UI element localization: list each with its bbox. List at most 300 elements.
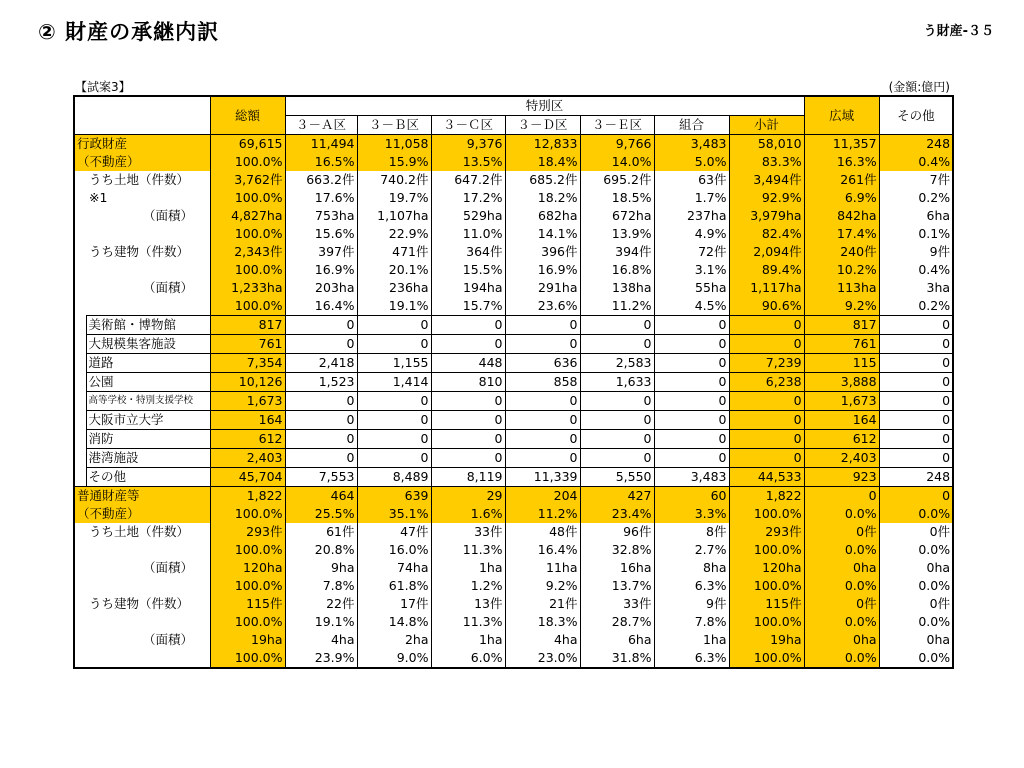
row-label: 港湾施設: [86, 449, 210, 468]
table-cell: 100.0%: [210, 613, 285, 631]
table-cell: 0.0%: [879, 505, 953, 523]
table-cell: 16.4%: [505, 541, 580, 559]
table-cell: 0: [505, 449, 580, 468]
table-cell: 19ha: [210, 631, 285, 649]
table-cell: 0: [357, 411, 431, 430]
table-cell: 0: [654, 430, 729, 449]
table-cell: 55ha: [654, 279, 729, 297]
table-cell: 685.2件: [505, 171, 580, 189]
row-label: うち建物（件数）: [74, 243, 210, 261]
table-cell: 9件: [654, 595, 729, 613]
table-cell: 12,833: [505, 135, 580, 154]
table-cell: 4.9%: [654, 225, 729, 243]
table-row: [74, 541, 953, 559]
table-cell: 100.0%: [729, 649, 804, 668]
table-row: [74, 449, 953, 468]
table-cell: 0: [285, 411, 357, 430]
table-cell: 0.1%: [879, 225, 953, 243]
table-cell: 0: [729, 335, 804, 354]
header-blank: [74, 96, 210, 135]
table-row: [74, 577, 953, 595]
row-label: 行政財産: [74, 135, 210, 154]
table-cell: 0: [431, 335, 505, 354]
table-cell: 9件: [879, 243, 953, 261]
header-row-1: [74, 96, 953, 116]
table-cell: 0: [729, 316, 804, 335]
table-cell: 23.9%: [285, 649, 357, 668]
table-cell: 14.0%: [580, 153, 654, 171]
table-cell: 194ha: [431, 279, 505, 297]
table-cell: 464: [285, 487, 357, 506]
table-cell: 0: [729, 392, 804, 411]
table-cell: 0.0%: [879, 541, 953, 559]
table-cell: 293件: [210, 523, 285, 541]
table-cell: 13件: [431, 595, 505, 613]
table-cell: 923: [804, 468, 879, 487]
table-cell: 8,119: [431, 468, 505, 487]
table-cell: 13.9%: [580, 225, 654, 243]
table-cell: 0: [431, 449, 505, 468]
table-cell: 10.2%: [804, 261, 879, 279]
table-cell: 639: [357, 487, 431, 506]
table-cell: 20.8%: [285, 541, 357, 559]
table-cell: 0: [654, 411, 729, 430]
table-cell: 0: [505, 392, 580, 411]
table-cell: 21件: [505, 595, 580, 613]
table-row: [74, 316, 953, 335]
table-cell: 612: [210, 430, 285, 449]
table-cell: 0件: [804, 523, 879, 541]
table-cell: 0.0%: [804, 613, 879, 631]
row-label: [74, 541, 210, 559]
table-cell: 0: [580, 392, 654, 411]
table-cell: 0: [580, 449, 654, 468]
table-cell: 817: [804, 316, 879, 335]
table-cell: 1,822: [729, 487, 804, 506]
table-cell: 9,766: [580, 135, 654, 154]
table-cell: 8,489: [357, 468, 431, 487]
table-row: [74, 631, 953, 649]
row-label: 道路: [86, 354, 210, 373]
table-cell: 113ha: [804, 279, 879, 297]
table-cell: 0: [654, 335, 729, 354]
table-cell: 0: [285, 430, 357, 449]
table-cell: 0: [654, 316, 729, 335]
table-cell: 1ha: [431, 631, 505, 649]
table-cell: 0.0%: [879, 577, 953, 595]
table-cell: 1,673: [804, 392, 879, 411]
table-cell: 16.9%: [285, 261, 357, 279]
table-cell: 100.0%: [210, 505, 285, 523]
table-cell: 6ha: [580, 631, 654, 649]
table-cell: 682ha: [505, 207, 580, 225]
table-cell: 0件: [879, 523, 953, 541]
table-cell: 1,822: [210, 487, 285, 506]
table-cell: 3,979ha: [729, 207, 804, 225]
table-cell: 7件: [879, 171, 953, 189]
table-cell: 6ha: [879, 207, 953, 225]
table-cell: 2,343件: [210, 243, 285, 261]
row-label: [74, 225, 210, 243]
table-cell: 100.0%: [210, 541, 285, 559]
table-cell: 11.0%: [431, 225, 505, 243]
table-cell: 0.2%: [879, 189, 953, 207]
row-label: （不動産）: [74, 153, 210, 171]
header-region: 広域: [804, 96, 879, 135]
table-cell: 6.9%: [804, 189, 879, 207]
table-cell: 842ha: [804, 207, 879, 225]
table-row: [74, 354, 953, 373]
table-cell: 100.0%: [210, 297, 285, 316]
table-cell: 33件: [580, 595, 654, 613]
table-cell: 92.9%: [729, 189, 804, 207]
table-cell: 13.7%: [580, 577, 654, 595]
table-cell: 0: [431, 392, 505, 411]
table-cell: 427: [580, 487, 654, 506]
table-row: [74, 595, 953, 613]
table-cell: 31.8%: [580, 649, 654, 668]
table-cell: 69,615: [210, 135, 285, 154]
header-ward-b: ３－Ｂ区: [357, 116, 431, 135]
table-cell: 18.2%: [505, 189, 580, 207]
table-cell: 23.6%: [505, 297, 580, 316]
table-cell: 25.5%: [285, 505, 357, 523]
table-cell: 0: [729, 449, 804, 468]
table-row: [74, 171, 953, 189]
table-cell: 0: [357, 430, 431, 449]
table-cell: 11,494: [285, 135, 357, 154]
header-ward-c: ３－Ｃ区: [431, 116, 505, 135]
header-ward-d: ３－Ｄ区: [505, 116, 580, 135]
table-cell: 0: [654, 449, 729, 468]
indent-cell: [74, 430, 86, 449]
table-cell: 11.3%: [431, 541, 505, 559]
table-cell: 11.2%: [580, 297, 654, 316]
table-cell: 32.8%: [580, 541, 654, 559]
table-cell: 1,107ha: [357, 207, 431, 225]
case-label: 【試案3】: [75, 80, 131, 94]
table-cell: 0: [804, 487, 879, 506]
table-cell: 0: [505, 411, 580, 430]
table-cell: 9.2%: [804, 297, 879, 316]
table-cell: 0件: [879, 595, 953, 613]
table-cell: 0: [879, 430, 953, 449]
table-cell: 29: [431, 487, 505, 506]
table-cell: 0: [431, 316, 505, 335]
table-cell: 63件: [654, 171, 729, 189]
table-cell: 22.9%: [357, 225, 431, 243]
table-row: [74, 505, 953, 523]
table-row: [74, 411, 953, 430]
table-cell: 1ha: [431, 559, 505, 577]
table-cell: 0.0%: [804, 577, 879, 595]
table-cell: 3,483: [654, 135, 729, 154]
page-id: う財産-３５: [923, 24, 994, 39]
table-cell: 0: [879, 335, 953, 354]
table-row: [74, 523, 953, 541]
row-label: 普通財産等: [74, 487, 210, 506]
table-cell: 636: [505, 354, 580, 373]
table-cell: 293件: [729, 523, 804, 541]
table-cell: 3ha: [879, 279, 953, 297]
table-cell: 138ha: [580, 279, 654, 297]
table-cell: 237ha: [654, 207, 729, 225]
row-label: うち建物（件数）: [74, 595, 210, 613]
table-cell: 19.1%: [285, 613, 357, 631]
table-cell: 74ha: [357, 559, 431, 577]
table-row: [74, 468, 953, 487]
table-cell: 740.2件: [357, 171, 431, 189]
table-row: [74, 613, 953, 631]
table-row: [74, 153, 953, 171]
table-cell: 448: [431, 354, 505, 373]
indent-cell: [74, 373, 86, 392]
table-cell: 7,239: [729, 354, 804, 373]
table-cell: 0: [285, 335, 357, 354]
row-label: [74, 649, 210, 668]
table-cell: 1,673: [210, 392, 285, 411]
table-cell: 647.2件: [431, 171, 505, 189]
page-title: ② 財産の承継内訳: [38, 20, 220, 44]
table-cell: 23.4%: [580, 505, 654, 523]
row-label: うち土地（件数）: [74, 171, 210, 189]
row-label: 公園: [86, 373, 210, 392]
table-cell: 0: [879, 316, 953, 335]
table-cell: 396件: [505, 243, 580, 261]
header-ward-a: ３－Ａ区: [285, 116, 357, 135]
table-cell: 1,117ha: [729, 279, 804, 297]
table-cell: 164: [210, 411, 285, 430]
table-cell: 4,827ha: [210, 207, 285, 225]
table-cell: 3,494件: [729, 171, 804, 189]
table-cell: 0: [431, 411, 505, 430]
table-cell: 15.5%: [431, 261, 505, 279]
header-ward-e: ３－Ｅ区: [580, 116, 654, 135]
table-cell: 11ha: [505, 559, 580, 577]
table-cell: 11.3%: [431, 613, 505, 631]
table-cell: 28.7%: [580, 613, 654, 631]
table-cell: 15.6%: [285, 225, 357, 243]
table-cell: 115件: [210, 595, 285, 613]
table-cell: 18.5%: [580, 189, 654, 207]
table-cell: 11.2%: [505, 505, 580, 523]
table-cell: 82.4%: [729, 225, 804, 243]
table-cell: 60: [654, 487, 729, 506]
table-cell: 9.0%: [357, 649, 431, 668]
table-row: [74, 392, 953, 411]
row-label: 大阪市立大学: [86, 411, 210, 430]
table-cell: 61件: [285, 523, 357, 541]
table-cell: 45,704: [210, 468, 285, 487]
indent-cell: [74, 354, 86, 373]
table-row: [74, 335, 953, 354]
table-cell: 0: [654, 392, 729, 411]
table-cell: 100.0%: [729, 505, 804, 523]
row-label: （面積）: [74, 207, 210, 225]
table-cell: 529ha: [431, 207, 505, 225]
table-cell: 16.3%: [804, 153, 879, 171]
table-cell: 0: [505, 335, 580, 354]
table-cell: 100.0%: [210, 577, 285, 595]
table-cell: 19.7%: [357, 189, 431, 207]
table-cell: 7.8%: [654, 613, 729, 631]
table-cell: 16.5%: [285, 153, 357, 171]
table-cell: 0ha: [879, 559, 953, 577]
table-cell: 0.0%: [879, 649, 953, 668]
row-label: （不動産）: [74, 505, 210, 523]
header-total: 総額: [210, 96, 285, 135]
table-cell: 1.6%: [431, 505, 505, 523]
table-cell: 364件: [431, 243, 505, 261]
row-label: [74, 613, 210, 631]
table-cell: 0: [580, 411, 654, 430]
table-cell: 0: [580, 335, 654, 354]
table-cell: 0: [879, 373, 953, 392]
table-cell: 0: [879, 411, 953, 430]
table-cell: 6,238: [729, 373, 804, 392]
row-label: （面積）: [74, 631, 210, 649]
table-cell: 58,010: [729, 135, 804, 154]
table-cell: 13.5%: [431, 153, 505, 171]
table-cell: 0件: [804, 595, 879, 613]
indent-cell: [74, 335, 86, 354]
table-cell: 9ha: [285, 559, 357, 577]
table-cell: 19.1%: [357, 297, 431, 316]
table-cell: 100.0%: [729, 613, 804, 631]
indent-cell: [74, 316, 86, 335]
table-row: [74, 487, 953, 506]
table-cell: 2,403: [804, 449, 879, 468]
table-cell: 4ha: [285, 631, 357, 649]
table-cell: 22件: [285, 595, 357, 613]
table-cell: 0.0%: [879, 613, 953, 631]
table-cell: 100.0%: [210, 261, 285, 279]
table-cell: 663.2件: [285, 171, 357, 189]
table-cell: 6.3%: [654, 649, 729, 668]
table-cell: 858: [505, 373, 580, 392]
table-cell: 18.4%: [505, 153, 580, 171]
unit-label: (金額:億円): [888, 80, 950, 94]
table-cell: 0ha: [804, 559, 879, 577]
table-cell: 100.0%: [210, 153, 285, 171]
table-cell: 0: [580, 430, 654, 449]
table-cell: 7.8%: [285, 577, 357, 595]
table-cell: 672ha: [580, 207, 654, 225]
table-cell: 236ha: [357, 279, 431, 297]
table-cell: 100.0%: [210, 225, 285, 243]
row-label: [74, 577, 210, 595]
table-cell: 16.4%: [285, 297, 357, 316]
table-cell: 261件: [804, 171, 879, 189]
table-cell: 0: [285, 392, 357, 411]
row-label: 美術館・博物館: [86, 316, 210, 335]
table-body: [74, 135, 953, 669]
table-cell: 17.6%: [285, 189, 357, 207]
table-cell: 120ha: [210, 559, 285, 577]
table-cell: 8件: [654, 523, 729, 541]
header-union: 組合: [654, 116, 729, 135]
table-cell: 612: [804, 430, 879, 449]
table-cell: 83.3%: [729, 153, 804, 171]
table-cell: 2,418: [285, 354, 357, 373]
table-cell: 0: [580, 316, 654, 335]
table-cell: 761: [210, 335, 285, 354]
table-cell: 3,762件: [210, 171, 285, 189]
table-cell: 61.8%: [357, 577, 431, 595]
table-cell: 16.0%: [357, 541, 431, 559]
table-cell: 0: [654, 354, 729, 373]
table-cell: 3,483: [654, 468, 729, 487]
table-cell: 0.0%: [804, 505, 879, 523]
indent-cell: [74, 468, 86, 487]
table-cell: 1,414: [357, 373, 431, 392]
row-label: 消防: [86, 430, 210, 449]
row-label: 高等学校・特別支援学校: [86, 392, 210, 411]
asset-breakdown-table: [73, 95, 954, 669]
table-cell: 0: [879, 449, 953, 468]
table-cell: 18.3%: [505, 613, 580, 631]
table-row: [74, 297, 953, 316]
table-cell: 2,403: [210, 449, 285, 468]
table-cell: 204: [505, 487, 580, 506]
table-cell: 0: [729, 411, 804, 430]
table-cell: 0: [357, 392, 431, 411]
table-row: [74, 373, 953, 392]
table-cell: 3,888: [804, 373, 879, 392]
table-cell: 248: [879, 468, 953, 487]
table-cell: 0.2%: [879, 297, 953, 316]
table-cell: 2.7%: [654, 541, 729, 559]
table-cell: 4ha: [505, 631, 580, 649]
header-subtotal: 小計: [729, 116, 804, 135]
table-cell: 471件: [357, 243, 431, 261]
table-cell: 0: [357, 335, 431, 354]
row-label: ※1: [74, 189, 210, 207]
table-cell: 35.1%: [357, 505, 431, 523]
table-cell: 6.3%: [654, 577, 729, 595]
table-row: [74, 649, 953, 668]
table-cell: 3.1%: [654, 261, 729, 279]
table-row: [74, 189, 953, 207]
table-cell: 14.1%: [505, 225, 580, 243]
table-cell: 100.0%: [729, 541, 804, 559]
table-row: [74, 261, 953, 279]
table-cell: 0.4%: [879, 261, 953, 279]
row-label: （面積）: [74, 559, 210, 577]
table-cell: 0: [285, 316, 357, 335]
table-cell: 11,339: [505, 468, 580, 487]
table-cell: 15.9%: [357, 153, 431, 171]
row-label: その他: [86, 468, 210, 487]
table-row: [74, 559, 953, 577]
table-row: [74, 225, 953, 243]
table-cell: 115: [804, 354, 879, 373]
row-label: うち土地（件数）: [74, 523, 210, 541]
table-cell: 100.0%: [210, 189, 285, 207]
table-cell: 0: [879, 392, 953, 411]
table-cell: 1,523: [285, 373, 357, 392]
table-cell: 0: [654, 373, 729, 392]
table-cell: 5,550: [580, 468, 654, 487]
table-cell: 20.1%: [357, 261, 431, 279]
table-cell: 16ha: [580, 559, 654, 577]
table-cell: 1.7%: [654, 189, 729, 207]
table-cell: 4.5%: [654, 297, 729, 316]
table-cell: 810: [431, 373, 505, 392]
table-cell: 0: [879, 354, 953, 373]
table-cell: 0.0%: [804, 541, 879, 559]
row-label: （面積）: [74, 279, 210, 297]
